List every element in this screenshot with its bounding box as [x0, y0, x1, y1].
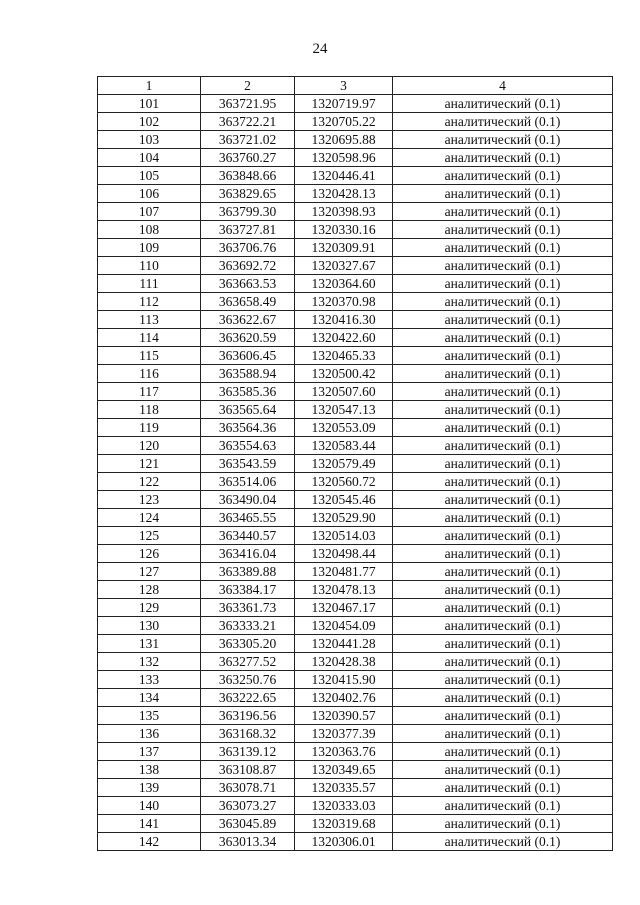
table-row: [98, 689, 613, 707]
cell-point-number: 112: [98, 293, 201, 311]
cell-method: аналитический (0.1): [393, 779, 613, 797]
cell-x: 363585.36: [201, 383, 295, 401]
cell-y: 1320579.49: [295, 455, 393, 473]
cell-method: аналитический (0.1): [393, 239, 613, 257]
cell-method: аналитический (0.1): [393, 419, 613, 437]
cell-y: 1320545.46: [295, 491, 393, 509]
cell-y: 1320467.17: [295, 599, 393, 617]
cell-method: аналитический (0.1): [393, 617, 613, 635]
cell-point-number: 119: [98, 419, 201, 437]
table-row: [98, 221, 613, 239]
cell-y: 1320370.98: [295, 293, 393, 311]
cell-y: 1320428.38: [295, 653, 393, 671]
cell-method: аналитический (0.1): [393, 329, 613, 347]
table-row: [98, 239, 613, 257]
cell-y: 1320330.16: [295, 221, 393, 239]
cell-method: аналитический (0.1): [393, 563, 613, 581]
cell-x: 363168.32: [201, 725, 295, 743]
table-row: [98, 365, 613, 383]
header-row: [98, 77, 613, 95]
table-row: [98, 797, 613, 815]
cell-x: 363384.17: [201, 581, 295, 599]
cell-method: аналитический (0.1): [393, 131, 613, 149]
cell-point-number: 114: [98, 329, 201, 347]
cell-point-number: 142: [98, 833, 201, 851]
cell-point-number: 113: [98, 311, 201, 329]
cell-x: 363554.63: [201, 437, 295, 455]
table-row: [98, 545, 613, 563]
cell-x: 363045.89: [201, 815, 295, 833]
cell-point-number: 136: [98, 725, 201, 743]
cell-method: аналитический (0.1): [393, 761, 613, 779]
table-row: [98, 257, 613, 275]
cell-method: аналитический (0.1): [393, 491, 613, 509]
cell-method: аналитический (0.1): [393, 815, 613, 833]
cell-x: 363799.30: [201, 203, 295, 221]
cell-method: аналитический (0.1): [393, 311, 613, 329]
cell-y: 1320377.39: [295, 725, 393, 743]
cell-x: 363564.36: [201, 419, 295, 437]
cell-point-number: 120: [98, 437, 201, 455]
cell-method: аналитический (0.1): [393, 293, 613, 311]
cell-y: 1320446.41: [295, 167, 393, 185]
cell-point-number: 141: [98, 815, 201, 833]
cell-point-number: 107: [98, 203, 201, 221]
cell-x: 363222.65: [201, 689, 295, 707]
cell-x: 363663.53: [201, 275, 295, 293]
cell-method: аналитический (0.1): [393, 635, 613, 653]
cell-method: аналитический (0.1): [393, 95, 613, 113]
cell-y: 1320478.13: [295, 581, 393, 599]
cell-method: аналитический (0.1): [393, 527, 613, 545]
cell-x: 363108.87: [201, 761, 295, 779]
cell-x: 363196.56: [201, 707, 295, 725]
cell-method: аналитический (0.1): [393, 509, 613, 527]
cell-point-number: 122: [98, 473, 201, 491]
cell-method: аналитический (0.1): [393, 113, 613, 131]
table-row: [98, 113, 613, 131]
cell-point-number: 116: [98, 365, 201, 383]
cell-x: 363565.64: [201, 401, 295, 419]
cell-y: 1320319.68: [295, 815, 393, 833]
cell-point-number: 125: [98, 527, 201, 545]
table-row: [98, 203, 613, 221]
table-row: [98, 473, 613, 491]
table-row: [98, 131, 613, 149]
cell-x: 363721.02: [201, 131, 295, 149]
cell-point-number: 121: [98, 455, 201, 473]
cell-y: 1320583.44: [295, 437, 393, 455]
cell-x: 363848.66: [201, 167, 295, 185]
cell-y: 1320309.91: [295, 239, 393, 257]
cell-y: 1320598.96: [295, 149, 393, 167]
table-row: [98, 347, 613, 365]
cell-point-number: 126: [98, 545, 201, 563]
cell-method: аналитический (0.1): [393, 707, 613, 725]
cell-method: аналитический (0.1): [393, 833, 613, 851]
cell-y: 1320695.88: [295, 131, 393, 149]
cell-x: 363440.57: [201, 527, 295, 545]
cell-y: 1320560.72: [295, 473, 393, 491]
cell-y: 1320514.03: [295, 527, 393, 545]
cell-point-number: 135: [98, 707, 201, 725]
cell-x: 363622.67: [201, 311, 295, 329]
cell-y: 1320465.33: [295, 347, 393, 365]
cell-y: 1320500.42: [295, 365, 393, 383]
cell-x: 363692.72: [201, 257, 295, 275]
cell-method: аналитический (0.1): [393, 473, 613, 491]
cell-point-number: 123: [98, 491, 201, 509]
cell-y: 1320349.65: [295, 761, 393, 779]
cell-point-number: 124: [98, 509, 201, 527]
cell-y: 1320481.77: [295, 563, 393, 581]
table-row: [98, 185, 613, 203]
cell-x: 363620.59: [201, 329, 295, 347]
cell-method: аналитический (0.1): [393, 437, 613, 455]
cell-point-number: 102: [98, 113, 201, 131]
cell-point-number: 118: [98, 401, 201, 419]
cell-y: 1320402.76: [295, 689, 393, 707]
cell-method: аналитический (0.1): [393, 797, 613, 815]
table-row: [98, 455, 613, 473]
table-row: [98, 419, 613, 437]
table-row: [98, 509, 613, 527]
cell-x: 363277.52: [201, 653, 295, 671]
cell-method: аналитический (0.1): [393, 149, 613, 167]
cell-method: аналитический (0.1): [393, 167, 613, 185]
table-row: [98, 149, 613, 167]
cell-point-number: 103: [98, 131, 201, 149]
cell-y: 1320498.44: [295, 545, 393, 563]
cell-y: 1320507.60: [295, 383, 393, 401]
cell-point-number: 128: [98, 581, 201, 599]
cell-method: аналитический (0.1): [393, 365, 613, 383]
table-row: [98, 833, 613, 851]
cell-point-number: 101: [98, 95, 201, 113]
cell-x: 363829.65: [201, 185, 295, 203]
cell-point-number: 109: [98, 239, 201, 257]
cell-x: 363389.88: [201, 563, 295, 581]
cell-x: 363078.71: [201, 779, 295, 797]
cell-point-number: 132: [98, 653, 201, 671]
cell-y: 1320441.28: [295, 635, 393, 653]
cell-method: аналитический (0.1): [393, 347, 613, 365]
header-cell-point-number: 1: [98, 77, 201, 95]
table-row: [98, 437, 613, 455]
cell-method: аналитический (0.1): [393, 599, 613, 617]
cell-y: 1320553.09: [295, 419, 393, 437]
cell-point-number: 140: [98, 797, 201, 815]
cell-x: 363543.59: [201, 455, 295, 473]
cell-point-number: 131: [98, 635, 201, 653]
cell-method: аналитический (0.1): [393, 653, 613, 671]
cell-method: аналитический (0.1): [393, 185, 613, 203]
cell-x: 363139.12: [201, 743, 295, 761]
table-row: [98, 653, 613, 671]
cell-y: 1320398.93: [295, 203, 393, 221]
cell-point-number: 138: [98, 761, 201, 779]
table-row: [98, 329, 613, 347]
cell-x: 363706.76: [201, 239, 295, 257]
cell-method: аналитический (0.1): [393, 545, 613, 563]
cell-y: 1320705.22: [295, 113, 393, 131]
cell-point-number: 139: [98, 779, 201, 797]
cell-point-number: 104: [98, 149, 201, 167]
table-row: [98, 401, 613, 419]
table-row: [98, 383, 613, 401]
cell-y: 1320335.57: [295, 779, 393, 797]
table-row: [98, 779, 613, 797]
cell-x: 363013.34: [201, 833, 295, 851]
cell-point-number: 105: [98, 167, 201, 185]
cell-x: 363490.04: [201, 491, 295, 509]
cell-y: 1320390.57: [295, 707, 393, 725]
cell-y: 1320333.03: [295, 797, 393, 815]
cell-y: 1320422.60: [295, 329, 393, 347]
cell-x: 363727.81: [201, 221, 295, 239]
cell-y: 1320529.90: [295, 509, 393, 527]
cell-x: 363760.27: [201, 149, 295, 167]
table-header: [98, 77, 613, 95]
table-row: [98, 581, 613, 599]
cell-y: 1320428.13: [295, 185, 393, 203]
cell-x: 363588.94: [201, 365, 295, 383]
cell-x: 363416.04: [201, 545, 295, 563]
cell-y: 1320415.90: [295, 671, 393, 689]
cell-y: 1320416.30: [295, 311, 393, 329]
cell-point-number: 117: [98, 383, 201, 401]
cell-point-number: 134: [98, 689, 201, 707]
cell-point-number: 129: [98, 599, 201, 617]
cell-method: аналитический (0.1): [393, 689, 613, 707]
cell-x: 363465.55: [201, 509, 295, 527]
table-row: [98, 725, 613, 743]
cell-y: 1320547.13: [295, 401, 393, 419]
cell-point-number: 115: [98, 347, 201, 365]
cell-point-number: 130: [98, 617, 201, 635]
cell-y: 1320364.60: [295, 275, 393, 293]
cell-method: аналитический (0.1): [393, 455, 613, 473]
table-row: [98, 761, 613, 779]
cell-y: 1320719.97: [295, 95, 393, 113]
cell-x: 363606.45: [201, 347, 295, 365]
cell-point-number: 133: [98, 671, 201, 689]
cell-point-number: 110: [98, 257, 201, 275]
table-row: [98, 311, 613, 329]
cell-x: 363333.21: [201, 617, 295, 635]
cell-point-number: 108: [98, 221, 201, 239]
cell-x: 363658.49: [201, 293, 295, 311]
header-cell-y: 3: [295, 77, 393, 95]
table-row: [98, 599, 613, 617]
cell-point-number: 137: [98, 743, 201, 761]
table-row: [98, 95, 613, 113]
cell-point-number: 111: [98, 275, 201, 293]
cell-x: 363721.95: [201, 95, 295, 113]
cell-method: аналитический (0.1): [393, 671, 613, 689]
table-row: [98, 671, 613, 689]
cell-x: 363722.21: [201, 113, 295, 131]
cell-y: 1320363.76: [295, 743, 393, 761]
cell-method: аналитический (0.1): [393, 401, 613, 419]
cell-method: аналитический (0.1): [393, 581, 613, 599]
table-row: [98, 491, 613, 509]
cell-y: 1320327.67: [295, 257, 393, 275]
table-row: [98, 275, 613, 293]
cell-method: аналитический (0.1): [393, 257, 613, 275]
table-row: [98, 635, 613, 653]
cell-x: 363073.27: [201, 797, 295, 815]
table-row: [98, 815, 613, 833]
table-row: [98, 617, 613, 635]
cell-method: аналитический (0.1): [393, 203, 613, 221]
table-row: [98, 563, 613, 581]
header-cell-method: 4: [393, 77, 613, 95]
table-row: [98, 527, 613, 545]
cell-x: 363305.20: [201, 635, 295, 653]
page-number: 24: [312, 41, 328, 57]
cell-method: аналитический (0.1): [393, 383, 613, 401]
cell-x: 363361.73: [201, 599, 295, 617]
table-body: [98, 95, 613, 851]
cell-method: аналитический (0.1): [393, 221, 613, 239]
coordinates-table: [97, 76, 613, 851]
table-row: [98, 743, 613, 761]
table-row: [98, 167, 613, 185]
cell-x: 363250.76: [201, 671, 295, 689]
cell-method: аналитический (0.1): [393, 275, 613, 293]
table-row: [98, 293, 613, 311]
cell-x: 363514.06: [201, 473, 295, 491]
header-cell-x: 2: [201, 77, 295, 95]
cell-method: аналитический (0.1): [393, 725, 613, 743]
cell-method: аналитический (0.1): [393, 743, 613, 761]
cell-y: 1320306.01: [295, 833, 393, 851]
table-row: [98, 707, 613, 725]
cell-point-number: 127: [98, 563, 201, 581]
cell-point-number: 106: [98, 185, 201, 203]
cell-y: 1320454.09: [295, 617, 393, 635]
